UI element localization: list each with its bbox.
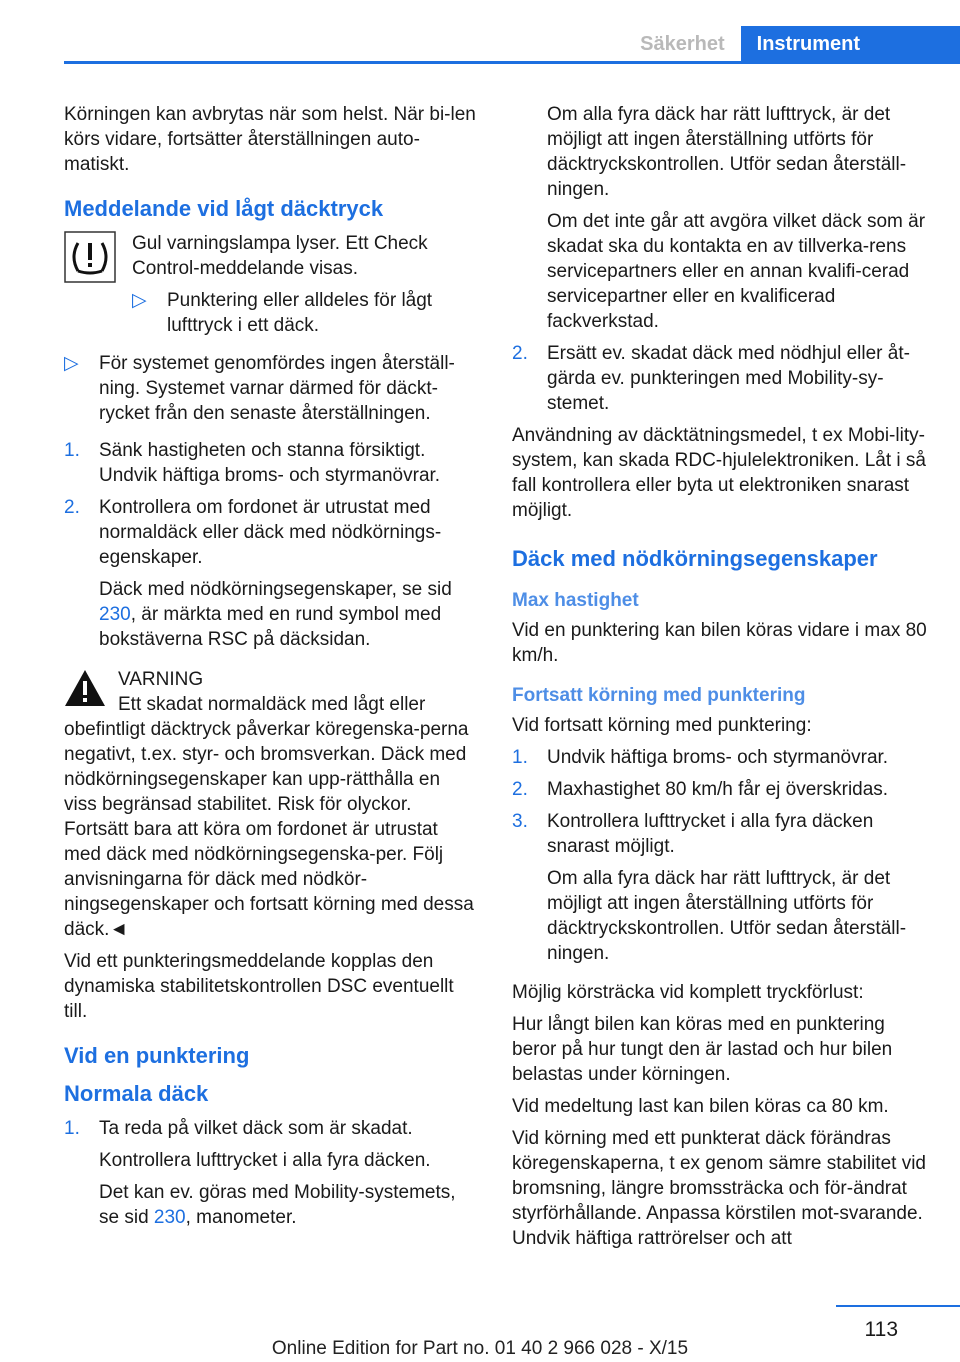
- continue-step-3-text: Kontrollera lufttrycket i alla fyra däcken snarast möjligt.: [547, 811, 874, 857]
- page-link-230[interactable]: 230: [153, 1207, 186, 1228]
- right-step-2: [512, 341, 928, 416]
- heading-run-flat: Däck med nödkörningsegenskaper: [512, 546, 878, 571]
- step-number: 3.: [512, 811, 528, 832]
- continue-step-3-note: Om alla fyra däck har rätt lufttryck, är det möjligt att ingen återställning utförts för däcktryckskontrollen. Utför sedan återställ-ningen.: [547, 868, 907, 964]
- step-1-text: Sänk hastigheten och stanna försiktigt. Undvik häftiga broms- och styrmanövrar.: [99, 440, 441, 486]
- triangle-bullet-icon: ▷: [64, 353, 79, 374]
- continue-step-2: [512, 777, 928, 802]
- header-chapter[interactable]: Instrument: [741, 26, 960, 62]
- reset-bullet: [64, 351, 478, 426]
- intro-text: Körningen kan avbrytas när som helst. När bi-len körs vidare, fortsätter återställningen auto-matiskt.: [64, 104, 476, 175]
- lamp-bullet: [132, 288, 478, 338]
- continue-step-2-text: Maxhastighet 80 km/h får ej överskridas.: [547, 779, 889, 800]
- distance-heading: Möjlig körsträcka vid komplett tryckförlust:: [512, 982, 864, 1003]
- page-link-230[interactable]: 230: [99, 604, 131, 625]
- continue-step-1-text: Undvik häftiga broms- och styrmanövrar.: [547, 747, 889, 768]
- page-number: 113: [864, 1318, 898, 1341]
- heading-low-pressure: Meddelande vid lågt däcktryck: [64, 196, 384, 221]
- normal-step-1-check: Kontrollera lufttrycket i alla fyra däcken.: [99, 1150, 431, 1171]
- heading-max-speed: Max hastighet: [512, 590, 639, 611]
- continue-step-3: [512, 809, 928, 973]
- lamp-text: Gul varningslampa lyser. Ett Check Control-meddelande visas.: [132, 233, 428, 279]
- header-rule: [64, 61, 960, 64]
- lamp-block: [64, 231, 478, 345]
- normal-step-1: [64, 1116, 478, 1237]
- right-step-2-text: Ersätt ev. skadat däck med nödhjul eller åt-gärda ev. punkteringen med Mobility-sy-stemet.: [547, 343, 910, 414]
- continued-intro: Vid fortsatt körning med punktering:: [512, 715, 812, 736]
- right-column: [512, 102, 928, 1258]
- distance-text-2: Vid medeltung last kan bilen köras ca 80 km.: [512, 1096, 889, 1117]
- heading-normal-tires: Normala däck: [64, 1081, 209, 1106]
- warning-triangle-icon: [64, 669, 106, 707]
- footer-rule: [836, 1305, 960, 1307]
- step-2-text: Kontrollera om fordonet är utrustat med normaldäck eller däck med nödkörnings-egenskaper.: [99, 497, 442, 568]
- heading-puncture: Vid en punktering: [64, 1043, 250, 1068]
- service-note: Om det inte går att avgöra vilket däck som är skadat ska du kontakta en av tillverka-rens servicepartners eller en annan kvalifi-cerad servicepartner eller en kvalificerad fackverkstad.: [547, 211, 926, 332]
- distance-text-3: Vid körning med ett punkterat däck förändras köregenskaperna, t ex genom sämre stabilitet vid bromsning, längre bromssträcka och för-ändrat styrförhållande. Anpassa körstilen mot-svarande. Undvik häftiga rattrörelser och att: [512, 1128, 926, 1249]
- online-edition-note: Online Edition for Part no. 01 40 2 966 028 - X/15: [271, 1338, 689, 1359]
- continue-step-1: [512, 745, 928, 770]
- max-speed-text: Vid en punktering kan bilen köras vidare i max 80 km/h.: [512, 620, 927, 666]
- warning-title: VARNING: [118, 669, 204, 690]
- lamp-bullet-text: Punktering eller alldeles för lågt lufttryck i ett däck.: [167, 290, 433, 336]
- sealant-text: Användning av däcktätningsmedel, t ex Mobi-lity-system, kan skada RDC-hjulelektroniken. Låt i så fall kontrollera eller byta ut elektroniken snarast möjligt.: [512, 425, 926, 521]
- warning-text: Ett skadat normaldäck med lågt eller obefintligt däcktryck påverkar köregenska-perna negativt, t.ex. styr- och bromsverkan. Däck med nödkörningsegenskaper kan upp-rätthålla en viss begränsad stabilitet. Risk för olyckor. Fortsätt bara att köra om fordonet är utrustat med däck med nödkörningsegenska-per. Följ anvisningarna för däck med nödkör-ningsegenskaper och fortsatt körning med dessa däck.◄: [64, 694, 474, 940]
- normal-step-1-note: Det kan ev. göras med Mobility-systemets, se sid 230, manometer.: [99, 1182, 456, 1228]
- step-number: 2.: [512, 779, 528, 800]
- step-number: 2.: [64, 497, 80, 518]
- warning-block: [64, 667, 478, 942]
- header-section[interactable]: Säkerhet: [640, 33, 725, 55]
- step-number: 1.: [64, 1118, 80, 1139]
- step-2: [64, 495, 478, 659]
- normal-step-1-text: Ta reda på vilket däck som är skadat.: [99, 1118, 413, 1139]
- dsc-text: Vid ett punkteringsmeddelande kopplas den dynamiska stabilitetskontrollen DSC eventuellt till.: [64, 951, 454, 1022]
- reset-bullet-text: För systemet genomfördes ingen återställ-ning. Systemet varnar därmed för däckt-rycket från den senaste återställningen.: [99, 353, 455, 424]
- triangle-bullet-icon: ▷: [132, 290, 147, 311]
- heading-continued-driving: Fortsatt körning med punktering: [512, 685, 806, 706]
- reset-note: Om alla fyra däck har rätt lufttryck, är det möjligt att ingen återställning utförts för däcktryckskontrollen. Utför sedan återställ-ningen.: [547, 104, 907, 200]
- page-header: [624, 26, 960, 62]
- step-number: 1.: [64, 440, 80, 461]
- left-column: [64, 102, 478, 1244]
- step-number: 2.: [512, 343, 528, 364]
- step-number: 1.: [512, 747, 528, 768]
- step-1: [64, 438, 478, 488]
- step-2-note: Däck med nödkörningsegenskaper, se sid 230, är märkta med en rund symbol med bokstäverna RSC på däcksidan.: [99, 579, 452, 650]
- distance-text-1: Hur långt bilen kan köras med en punktering beror på hur tungt den är lastad och hur bilen belastas under körningen.: [512, 1014, 893, 1085]
- tire-pressure-warning-icon: [64, 231, 116, 283]
